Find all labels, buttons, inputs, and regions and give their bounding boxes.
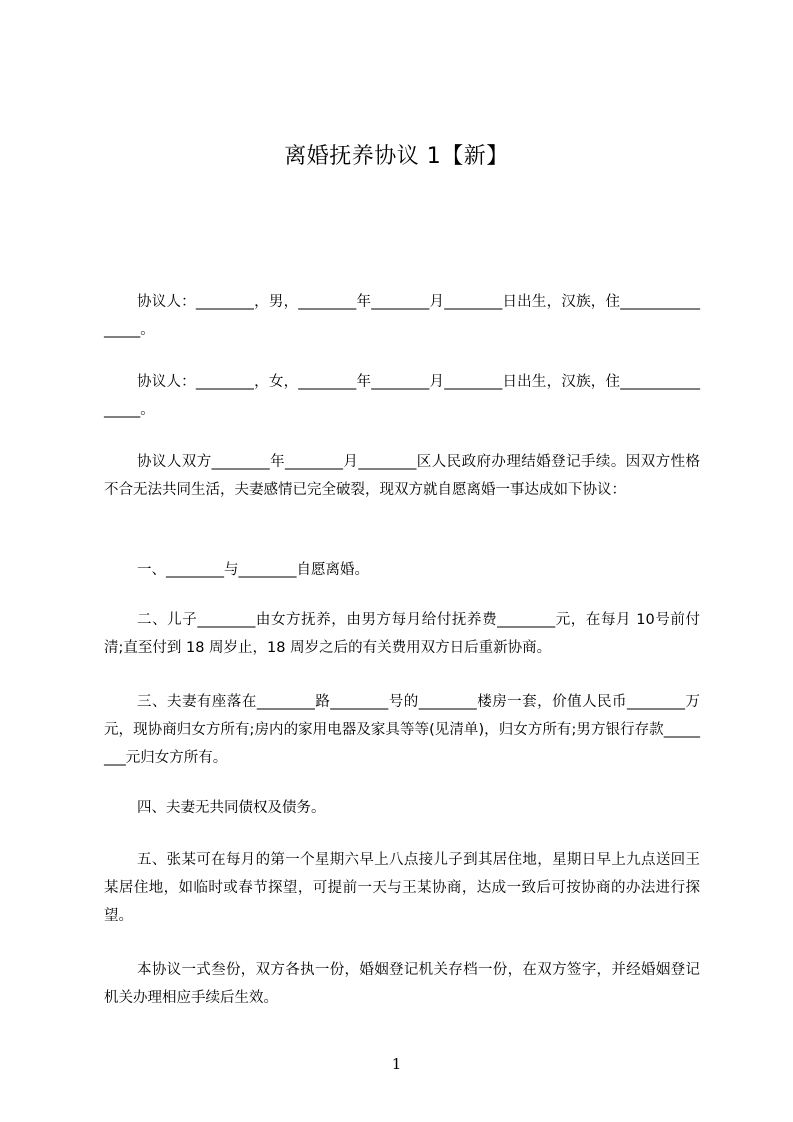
paragraph-party-female: 协议人：________，女，________年________月________日出生，汉族，住________________。 [104, 374, 700, 418]
paragraph-preamble: 协议人双方________年________月________区人民政府办理结婚登记手续。因双方性格不合无法共同生活，夫妻感情已完全破裂，现双方就自愿离婚一事达成如下协议： [104, 454, 700, 498]
clause-4-debts: 四、夫妻无共同债权及债务。 [137, 800, 326, 816]
clause-3-property: 三、夫妻有座落在________路________号的________楼房一套，价值人民币________万元，现协商归女方所有;房内的家用电器及家具等等(见清单)，归女方所有;男方银行存款________元归女方所有。 [104, 694, 700, 766]
document-title: 离婚抚养协议 1【新】 [284, 144, 509, 169]
paragraph-party-male: 协议人：________，男，________年________月________日出生，汉族，住________________。 [104, 294, 700, 338]
clause-2-custody: 二、儿子________由女方抚养，由男方每月给付抚养费________元，在每月 10号前付清;直至付到 18 周岁止，18 周岁之后的有关费用双方日后重新协商。 [104, 612, 700, 656]
clause-1-divorce: 一、________与________自愿离婚。 [137, 562, 369, 578]
page-number: 1 [391, 1055, 402, 1073]
clause-5-visitation: 五、张某可在每月的第一个星期六早上八点接儿子到其居住地，星期日早上九点送回王某居住地，如临时或春节探望，可提前一天与王某协商，达成一致后可按协商的办法进行探望。 [104, 852, 700, 924]
paragraph-effectiveness: 本协议一式叁份，双方各执一份，婚姻登记机关存档一份，在双方签字，并经婚姻登记机关办理相应手续后生效。 [104, 962, 700, 1006]
